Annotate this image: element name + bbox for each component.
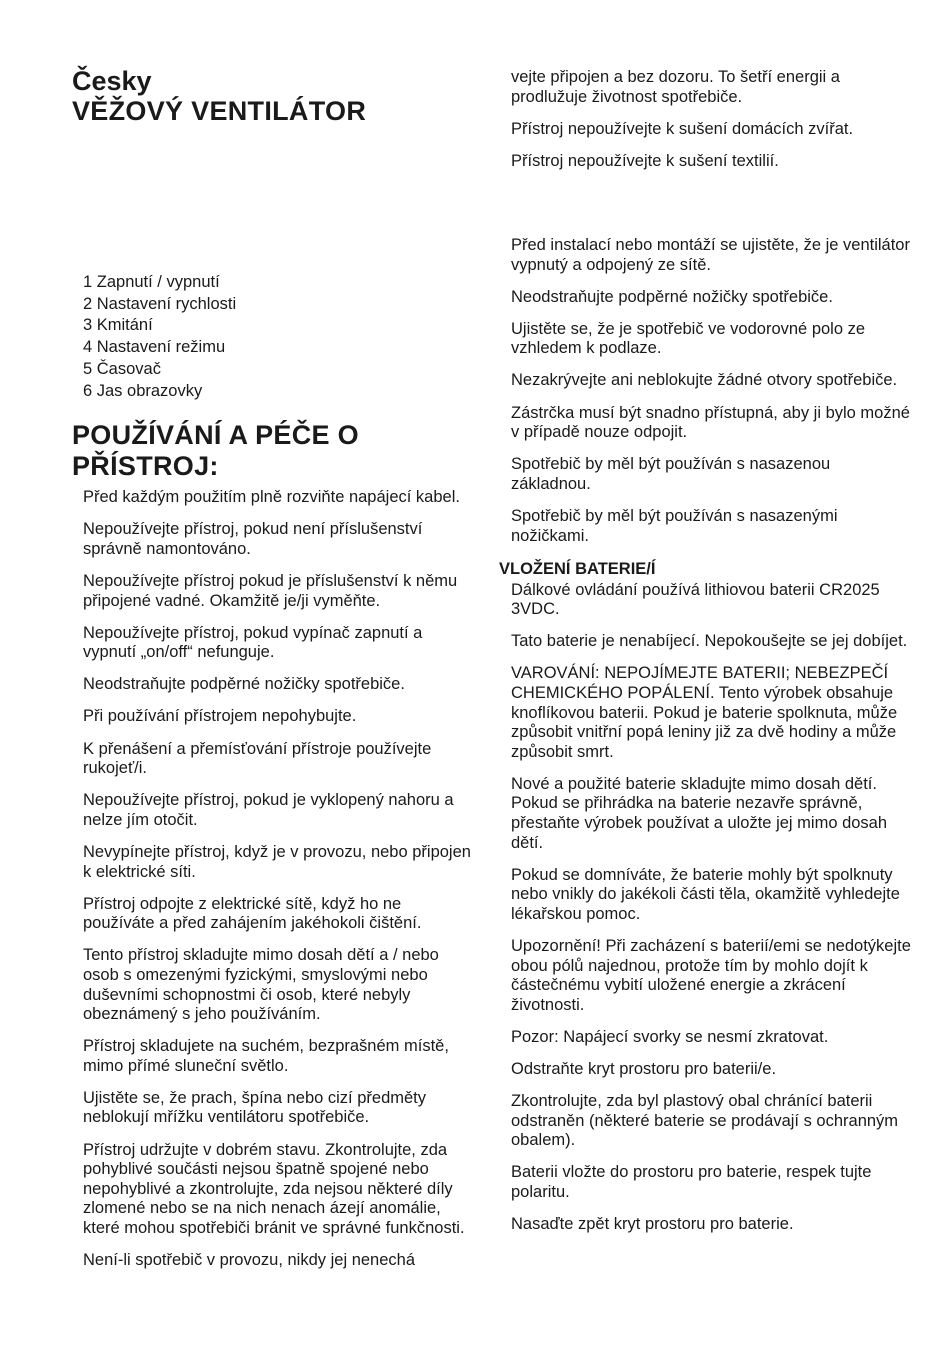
paragraph: Upozornění! Při zacházení s baterií/emi se nedotýkejte obou pólů najednou, protože tím by mohlo dojít k částečnému vybití uložené energie a zkrácení životnosti. xyxy=(511,937,911,1014)
usage-section-heading xyxy=(72,420,477,482)
list-item: 4 Nastavení režimu xyxy=(83,338,226,357)
list-item: 6 Jas obrazovky xyxy=(83,381,203,400)
paragraph: Tato baterie je nenabíjecí. Nepokoušejte se jej dobíjet. xyxy=(511,632,908,651)
paragraph: Před každým použitím plně rozviňte napájecí kabel. xyxy=(83,488,460,507)
list-item: 5 Časovač xyxy=(83,359,161,378)
paragraph: Nasaďte zpět kryt prostoru pro baterie. xyxy=(511,1215,794,1234)
paragraph: K přenášení a přemísťování přístroje používejte rukojeť/i. xyxy=(83,739,432,778)
paragraph: Neodstraňujte podpěrné nožičky spotřebiče. xyxy=(83,675,405,694)
paragraph: Přístroj skladujete na suchém, bezprašném místě, mimo přímé sluneční světlo. xyxy=(83,1037,449,1075)
list-item: 3 Kmitání xyxy=(83,316,153,335)
language-heading: Česky xyxy=(72,66,152,96)
battery-section-heading: VLOŽENÍ BATERIE/Í xyxy=(499,559,656,578)
paragraph: Spotřebič by měl být používán s nasazenými nožičkami. xyxy=(511,506,838,545)
paragraph: Tento přístroj skladujte mimo dosah dětí a / nebo osob s omezenými fyzickými, smyslovými nebo duševními schopnostmi či osob, které nebyly obeznámený s jeho používáním. xyxy=(83,946,439,1024)
paragraph: Před instalací nebo montáží se ujistěte, že je ventilátor vypnutý a odpojený ze sítě. xyxy=(511,236,910,274)
paragraph: Spotřebič by měl být používán s nasazenou základnou. xyxy=(511,455,831,493)
paragraph: Odstraňte kryt prostoru pro baterii/e. xyxy=(511,1060,777,1078)
paragraph: Baterii vložte do prostoru pro baterie, respek tujte polaritu. xyxy=(511,1163,872,1201)
list-item: 1 Zapnutí / vypnutí xyxy=(83,273,220,291)
paragraph: Nepoužívejte přístroj, pokud není příslušenství správně namontováno. xyxy=(83,520,423,558)
paragraph: Nepoužívejte přístroj, pokud vypínač zapnutí a vypnutí „on/off“ nefunguje. xyxy=(83,623,423,662)
document-title: VĚŽOVÝ VENTILÁTOR xyxy=(72,96,367,126)
left-column xyxy=(72,66,477,1283)
paragraph: Dálkové ovládání používá lithiovou baterii CR2025 3VDC. xyxy=(511,580,880,619)
paragraph: Ujistěte se, že je spotřebič ve vodorovné polo ze vzhledem k podlaze. xyxy=(511,319,866,358)
paragraph: Při používání přístrojem nepohybujte. xyxy=(83,707,357,726)
paragraph: Nepoužívejte přístroj pokud je příslušenství k němu připojené vadné. Okamžitě je/ji vyměňte. xyxy=(83,572,458,610)
paragraph: Neodstraňujte podpěrné nožičky spotřebiče. xyxy=(511,287,833,306)
paragraph: Nové a použité baterie skladujte mimo dosah dětí. Pokud se přihrádka na baterie nezavře správně, přestaňte výrobek používat a uložte jej mimo dosah dětí. xyxy=(511,774,888,852)
paragraph: Přístroj odpojte z elektrické sítě, když ho ne používáte a před zahájením jakéhokoli čištění. xyxy=(83,894,422,933)
right-column-main xyxy=(499,236,911,1247)
paragraph: Nepoužívejte přístroj, pokud je vyklopený nahoru a nelze jím otočit. xyxy=(83,791,454,829)
list-item: 2 Nastavení rychlosti xyxy=(83,294,237,313)
paragraph: Pozor: Napájecí svorky se nesmí zkratovat. xyxy=(511,1027,829,1046)
paragraph: Ujistěte se, že prach, špína nebo cizí předměty neblokují mřížku ventilátoru spotřebiče. xyxy=(83,1088,427,1127)
paragraph: Přístroj nepoužívejte k sušení textilií. xyxy=(511,151,779,170)
paragraph: vejte připojen a bez dozoru. To šetří energii a prodlužuje životnost spotřebiče. xyxy=(511,68,840,106)
paragraph: VAROVÁNÍ: NEPOJÍMEJTE BATERII; NEBEZPEČÍ CHEMICKÉHO POPÁLENÍ. Tento výrobek obsahuje knoflíkovou baterii. Pokud je baterie spolknuta, může způsobit vnitřní popá leniny již za dvě hodiny a může způsobit smrt. xyxy=(511,664,898,761)
usage-heading-line1: POUŽÍVÁNÍ A PÉČE O xyxy=(72,420,359,451)
paragraph: Pokud se domníváte, že baterie mohly být spolknuty nebo vnikly do jakékoli části těla, okamžitě vyhledejte lékařskou pomoc. xyxy=(511,865,900,923)
right-column-top xyxy=(511,68,911,184)
parts-list xyxy=(83,272,477,402)
paragraph: Zkontrolujte, zda byl plastový obal chránící baterii odstraněn (některé baterie se prodávají s ochranným obalem). xyxy=(511,1092,899,1150)
usage-heading-line2: PŘÍSTROJ: xyxy=(72,451,219,482)
paragraph: Není-li spotřebič v provozu, nikdy jej nenechá xyxy=(83,1251,416,1270)
paragraph: Přístroj udržujte v dobrém stavu. Zkontrolujte, zda pohyblivé součásti nejsou špatně spojené nebo nepohyblivé a zkontrolujte, zda nejsou některé díly zlomené nebo se na nich nenach ázejí anomálie, které mohou spotřebiči bránit ve správné funkčnosti. xyxy=(83,1140,465,1237)
paragraph: Nevypínejte přístroj, když je v provozu, nebo připojen k elektrické síti. xyxy=(83,842,471,881)
paragraph: Nezakrývejte ani neblokujte žádné otvory spotřebiče. xyxy=(511,371,898,390)
paragraph: Přístroj nepoužívejte k sušení domácích zvířat. xyxy=(511,119,854,138)
paragraph: Zástrčka musí být snadno přístupná, aby ji bylo možné v případě nouze odpojit. xyxy=(511,403,910,442)
